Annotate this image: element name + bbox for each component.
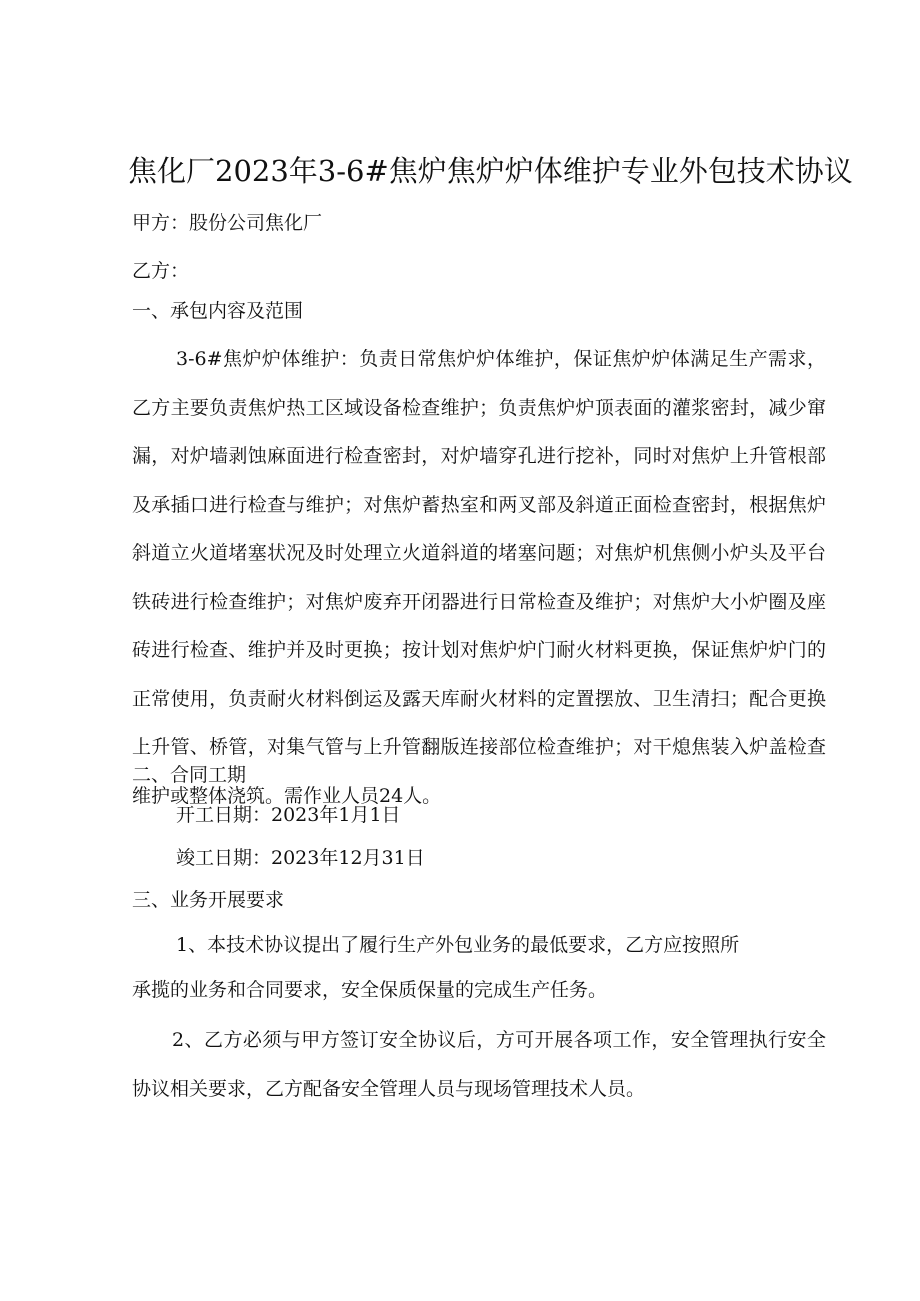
party-b-line: 乙方： [132,260,190,282]
section-1-body: 3-6#焦炉炉体维护：负责日常焦炉炉体维护，保证焦炉炉体满足生产需求，乙方主要负责焦炉热工区域设备检查维护；负责焦炉炉顶表面的灌浆密封，减少窜漏，对炉墙剥蚀麻面进行检查密封，对炉墙穿孔进行挖补，同时对焦炉上升管根部及承插口进行检查与维护；对焦炉蓄热室和两叉部及斜道正面检查密封，根据焦炉斜道立火道堵塞状况及时处理立火道斜道的堵塞问题；对焦炉机焦侧小炉头及平台铁砖进行检查维护；对焦炉废弃开闭器进行日常检查及维护；对焦炉大小炉圈及座砖进行检查、维护并及时更换；按计划对焦炉炉门耐火材料更换，保证焦炉炉门的正常使用，负责耐火材料倒运及露天库耐火材料的定置摆放、卫生清扫；配合更换上升管、桥管，对集气管与上升管翻版连接部位检查维护；对干熄焦装入炉盖检查维护或整体浇筑。需作业人员24人。 [132,348,826,807]
section-3-item-1-line-1: 1、本技术协议提出了履行生产外包业务的最低要求，乙方应按照所 [176,934,740,956]
section-3-heading: 三、业务开展要求 [132,889,285,911]
party-a-line: 甲方：股份公司焦化厂 [132,212,323,234]
section-3-item-2: 2、乙方必须与甲方签订安全协议后，方可开展各项工作，安全管理执行安全协议相关要求，乙方配备安全管理人员与现场管理技术人员。 [132,1029,826,1100]
section-2-heading: 二、合同工期 [132,764,247,786]
start-date: 开工日期：2023年1月1日 [176,804,401,826]
end-date: 竣工日期：2023年12月31日 [176,847,425,869]
section-1-heading: 一、承包内容及范围 [132,300,304,322]
document-title: 焦化厂2023年3-6#焦炉焦炉炉体维护专业外包技术协议 [128,154,853,188]
section-3-item-1-line-2: 承揽的业务和合同要求，安全保质保量的完成生产任务。 [132,979,608,1001]
